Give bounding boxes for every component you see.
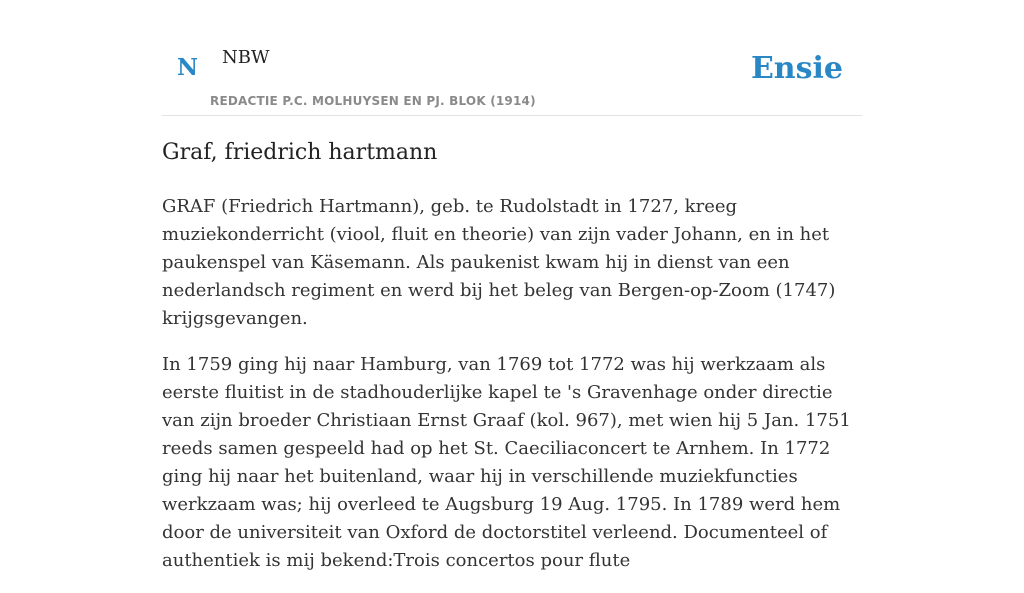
brand-logo-link[interactable]: Ensie — [750, 51, 843, 86]
source-logo[interactable]: N — [177, 54, 199, 81]
source-header — [162, 0, 862, 116]
source-name[interactable]: NBW — [222, 47, 270, 68]
source-subtitle: REDACTIE P.C. MOLHUYSEN EN PJ. BLOK (1914) — [210, 94, 536, 108]
article-paragraph: In 1759 ging hij naar Hamburg, van 1769 tot 1772 was hij werkzaam als eerste fluitist in de stadhouderlijke kapel te 's Gravenhage onder directie van zijn broeder Christiaan Ernst Graaf (kol. 967), met wien hij 5 Jan. 1751 reeds samen gespeeld had op het St. Caeciliaconcert te Arnhem. In 1772 ging hij naar het buitenland, waar hij in verschillende muziekfuncties werkzaam was; hij overleed te Augsburg 19 Aug. 1795. In 1789 werd hem door de universiteit van Oxford de doctorstitel verleend. Documenteel of authentiek is mij bekend:Trois concertos pour flute — [162, 353, 851, 571]
article — [162, 138, 867, 593]
article-paragraph: GRAF (Friedrich Hartmann), geb. te Rudolstadt in 1727, kreeg muziekonderricht (viool, fluit en theorie) van zijn vader Johann, en in het paukenspel van Käsemann. Als paukenist kwam hij in dienst van een nederlandsch regiment en werd bij het beleg van Bergen-op-Zoom (1747) krijgsgevangen. — [162, 195, 836, 329]
article-title: Graf, friedrich hartmann — [162, 140, 438, 165]
